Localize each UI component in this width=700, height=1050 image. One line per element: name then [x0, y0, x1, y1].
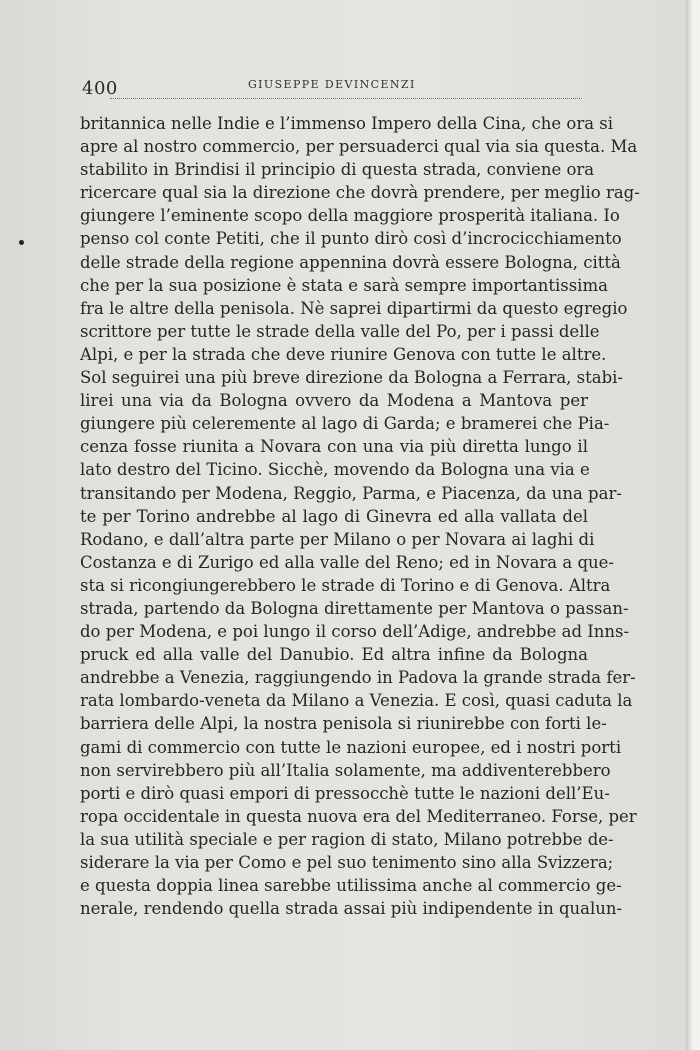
text-line: ropa occidentale in questa nuova era del Mediterraneo. Forse, per: [80, 806, 637, 826]
text-line: che per la sua posizione è stata e sarà sempre importantissima: [80, 275, 608, 295]
text-line: rata lombardo-veneta da Milano a Venezia. E così, quasi caduta la: [80, 691, 633, 711]
text-line: Alpi, e per la strada che deve riunire Genova con tutte le altre.: [80, 344, 607, 364]
text-line: giungere l’eminente scopo della maggiore prosperità italiana. Io: [80, 206, 620, 226]
page-header: [82, 72, 582, 100]
text-line: nerale, rendendo quella strada assai più indipendente in qualun-: [80, 899, 623, 919]
text-line: lato destro del Ticino. Sicchè, movendo da Bologna una via e: [80, 460, 590, 480]
text-line: siderare la via per Como e pel suo tenimento sino alla Svizzera;: [80, 853, 614, 872]
body-text: [80, 112, 640, 920]
header-rule: [110, 98, 582, 99]
text-line: la sua utilità speciale e per ragion di stato, Milano potrebbe de-: [80, 829, 614, 849]
text-line: non servirebbero più all’Italia solamente, ma addiventerebbero: [80, 760, 611, 780]
text-line: strada, partendo da Bologna direttamente per Mantova o passan-: [80, 598, 629, 618]
text-line: scrittore per tutte le strade della valle del Po, per i passi delle: [80, 321, 600, 341]
page-number: 400: [82, 78, 118, 99]
text-line: te per Torino andrebbe al lago di Ginevra ed alla vallata del: [80, 506, 588, 526]
text-line: barriera delle Alpi, la nostra penisola si riunirebbe con forti le-: [80, 714, 607, 734]
running-title: GIUSEPPE DEVINCENZI: [248, 78, 416, 91]
text-line: porti e dirò quasi empori di pressocchè tutte le nazioni dell’Eu-: [80, 783, 610, 803]
text-line: gami di commercio con tutte le nazioni europee, ed i nostri porti: [80, 737, 622, 757]
text-line: britannica nelle Indie e l’immenso Impero della Cina, che ora si: [80, 114, 614, 133]
text-line: Costanza e di Zurigo ed alla valle del Reno; ed in Novara a que-: [80, 552, 614, 572]
text-line: transitando per Modena, Reggio, Parma, e Piacenza, da una par-: [80, 483, 622, 503]
text-line: apre al nostro commercio, per persuaderci qual via sia questa. Ma: [80, 137, 638, 157]
text-line: cenza fosse riunita a Novara con una via più diretta lungo il: [80, 437, 588, 457]
text-line: giungere più celeremente al lago di Garda; e bramerei che Pia-: [80, 414, 610, 434]
text-line: stabilito in Brindisi il principio di questa strada, conviene ora: [80, 160, 595, 180]
text-line: pruck ed alla valle del Danubio. Ed altra infine da Bologna: [80, 645, 588, 665]
text-line: sta si ricongiungerebbero le strade di Torino e di Genova. Altra: [80, 575, 611, 595]
text-line: Sol seguirei una più breve direzione da Bologna a Ferrara, stabi-: [80, 368, 624, 388]
text-line: fra le altre della penisola. Nè saprei dipartirmi da questo egregio: [80, 298, 628, 318]
text-line: Rodano, e dall’altra parte per Milano o per Novara ai laghi di: [80, 529, 595, 549]
text-line: andrebbe a Venezia, raggiungendo in Padova la grande strada fer-: [80, 668, 636, 688]
text-line: delle strade della regione appennina dovrà essere Bologna, città: [80, 252, 621, 272]
text-line: lirei una via da Bologna ovvero da Modena a Mantova per: [80, 391, 588, 411]
page-edge: [686, 0, 700, 1050]
margin-dot-mark: [19, 240, 24, 245]
text-line: penso col conte Petiti, che il punto dirò così d’incrocicchiamento: [80, 229, 622, 249]
text-line: do per Modena, e poi lungo il corso dell’Adige, andrebbe ad Inns-: [80, 622, 630, 642]
text-line: e questa doppia linea sarebbe utilissima anche al commercio ge-: [80, 876, 622, 896]
text-line: ricercare qual sia la direzione che dovrà prendere, per meglio rag-: [80, 183, 640, 203]
